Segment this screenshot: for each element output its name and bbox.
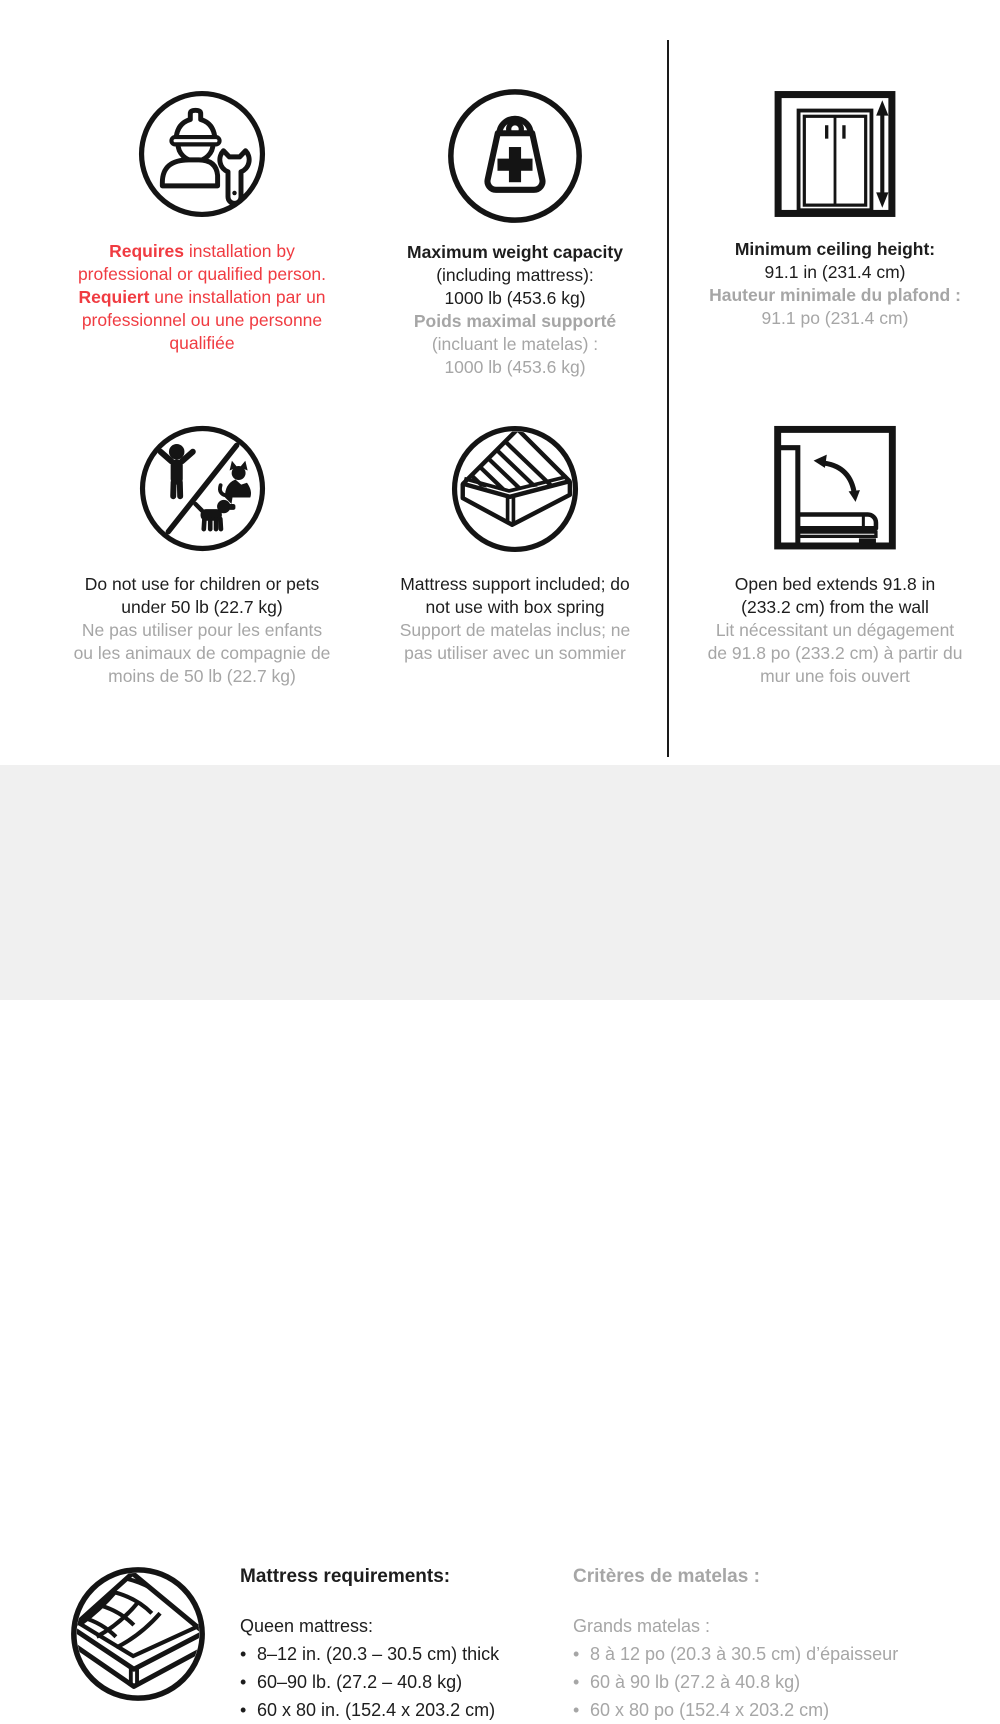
ceiling-height-icon	[688, 90, 982, 218]
open-bed-section	[688, 424, 982, 688]
no-children-pets-text-line: ou les animaux de compagnie de	[73, 643, 331, 663]
no-children-pets-text	[40, 573, 364, 688]
install-text-line: professionnel ou une personne	[81, 310, 323, 330]
mattress-support-section	[363, 424, 667, 665]
open-bed-text-line: de 91.8 po (233.2 cm) à partir du	[707, 643, 963, 663]
mattress-requirements-subtitle-en: Queen mattress:	[240, 1616, 374, 1636]
no-children-pets-text-line: under 50 lb (22.7 kg)	[121, 597, 283, 617]
mattress-requirements-band	[0, 765, 1000, 1720]
no-children-pets-text-line: Ne pas utiliser pour les enfants	[81, 620, 323, 640]
mattress-support-text-line: not use with box spring	[425, 597, 605, 617]
installer-icon	[40, 89, 364, 219]
install-text-line: Requiert une installation par un	[78, 287, 326, 307]
open-bed-text-line: Lit nécessitant un dégagement	[715, 620, 955, 640]
max-weight-text-line: Maximum weight capacity	[407, 242, 623, 262]
mattress-requirements-title-fr: Critères de matelas :	[573, 1566, 760, 1587]
ceiling-height-text-line: 91.1 in (231.4 cm)	[764, 262, 906, 282]
max-weight-text-line: (incluant le matelas) :	[431, 334, 599, 354]
max-weight-text-line: 1000 lb (453.6 kg)	[444, 357, 586, 377]
max-weight-text-line: 1000 lb (453.6 kg)	[444, 288, 586, 308]
mattress-support-icon	[363, 424, 667, 554]
list-item: • 60 à 90 lb (27.2 à 40.8 kg)	[573, 1668, 898, 1696]
install-text-line: Requires installation by	[109, 241, 295, 261]
weight-capacity-icon	[363, 87, 667, 225]
mattress-icon	[69, 1565, 207, 1703]
open-bed-text-line: (233.2 cm) from the wall	[741, 597, 929, 617]
mattress-support-text-line: pas utiliser avec un sommier	[404, 643, 626, 663]
mattress-requirements-list-en	[240, 1640, 499, 1724]
install-text	[40, 240, 364, 355]
no-children-pets-text-line: moins de 50 lb (22.7 kg)	[108, 666, 296, 686]
ceiling-height-text	[688, 238, 982, 330]
list-item: • 60–90 lb. (27.2 – 40.8 kg)	[240, 1668, 499, 1696]
ceiling-height-text-line: Minimum ceiling height:	[734, 239, 936, 259]
list-item: • 60 x 80 po (152.4 x 203.2 cm)	[573, 1696, 898, 1724]
no-children-pets-section	[40, 424, 364, 688]
mattress-requirements-title-en: Mattress requirements:	[240, 1566, 451, 1587]
install-text-line: professional or qualified person.	[77, 264, 327, 284]
max-weight-text	[363, 241, 667, 379]
install-text-line: qualifiée	[169, 333, 235, 353]
open-bed-text	[688, 573, 982, 688]
mattress-requirements-fr	[573, 1564, 898, 1724]
max-weight-text-line: Poids maximal supporté	[413, 311, 617, 331]
max-weight-text-line: (including mattress):	[436, 265, 594, 285]
install-section	[40, 89, 364, 355]
no-children-pets-icon	[40, 424, 364, 553]
list-item: • 8 à 12 po (20.3 à 30.5 cm) d’épaisseur	[573, 1640, 898, 1668]
open-bed-text-line: Open bed extends 91.8 in	[734, 574, 936, 594]
open-bed-text-line: mur une fois ouvert	[760, 666, 910, 686]
ceiling-height-section	[688, 90, 982, 330]
list-item: • 60 x 80 in. (152.4 x 203.2 cm)	[240, 1696, 499, 1724]
mattress-support-text-line: Mattress support included; do	[400, 574, 630, 594]
no-children-pets-text-line: Do not use for children or pets	[84, 574, 320, 594]
open-bed-icon	[688, 424, 982, 552]
mattress-requirements-en	[240, 1564, 499, 1724]
mattress-requirements-subtitle-fr: Grands matelas :	[573, 1616, 711, 1636]
mattress-support-text-line: Support de matelas inclus; ne	[399, 620, 631, 640]
mattress-support-text	[363, 573, 667, 665]
max-weight-section	[363, 87, 667, 379]
mattress-requirements-list-fr	[573, 1640, 898, 1724]
ceiling-height-text-line: Hauteur minimale du plafond :	[709, 285, 961, 305]
list-item: • 8–12 in. (20.3 – 30.5 cm) thick	[240, 1640, 499, 1668]
ceiling-height-text-line: 91.1 po (231.4 cm)	[761, 308, 909, 328]
column-divider	[667, 40, 669, 757]
